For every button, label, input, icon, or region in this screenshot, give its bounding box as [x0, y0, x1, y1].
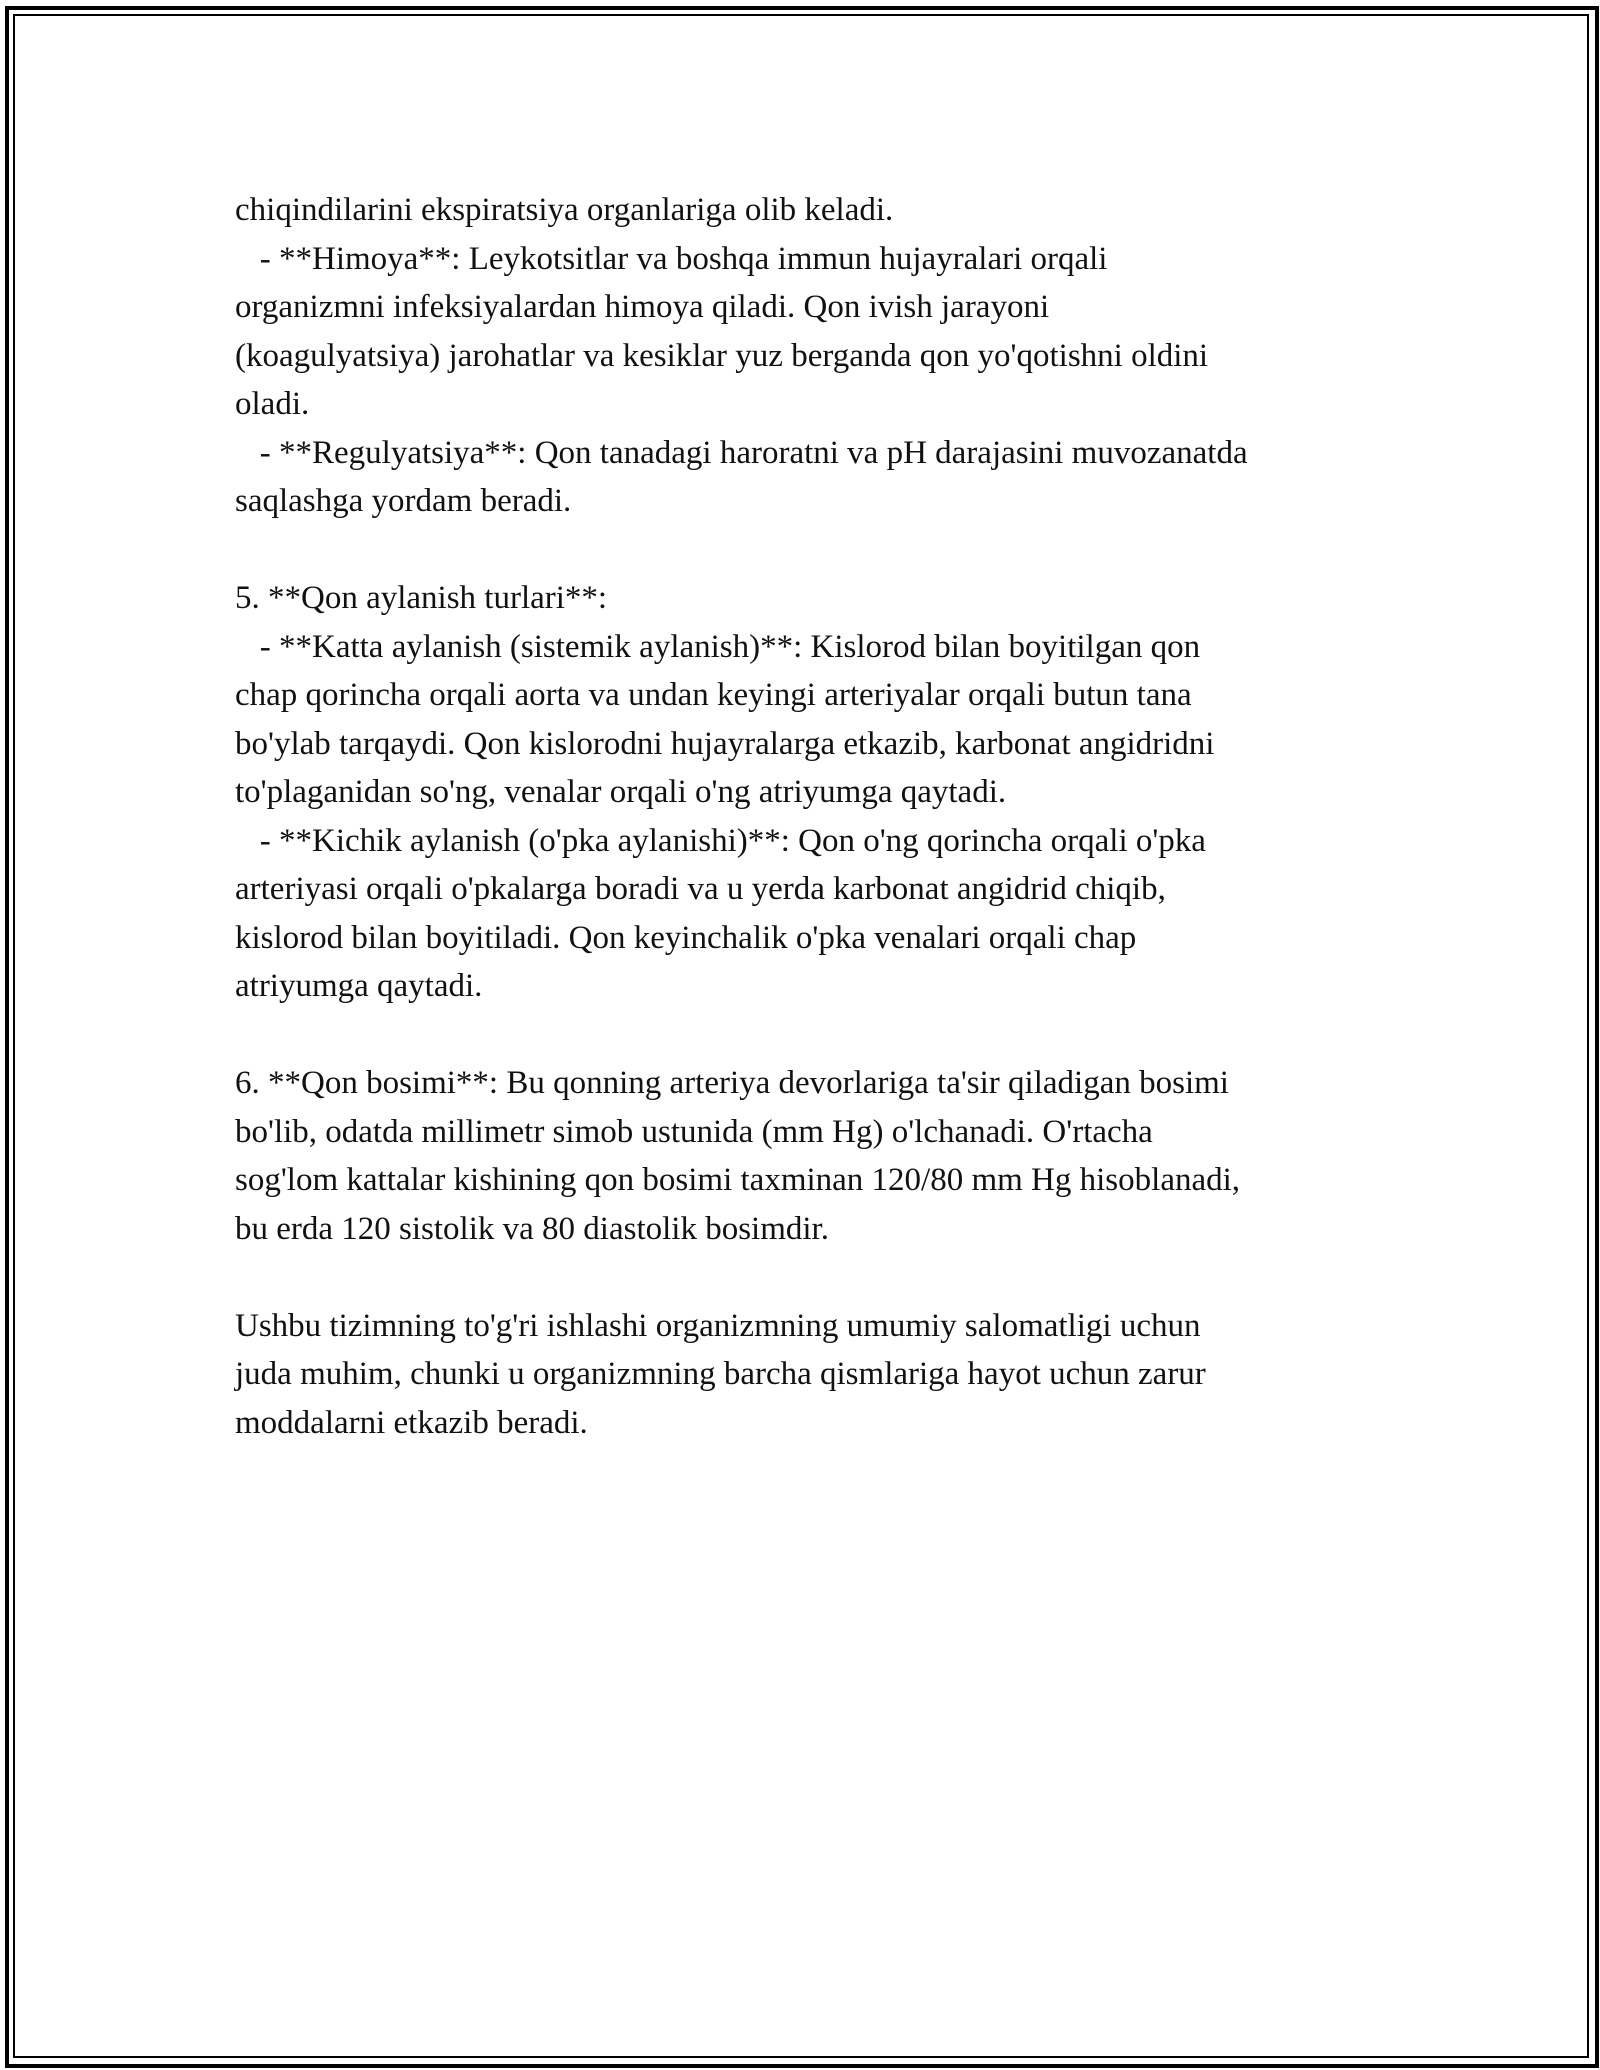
text-line: bo'ylab tarqaydi. Qon kislorodni hujayralarga etkazib, karbonat angidridni [235, 725, 1215, 762]
text-line: - **Himoya**: Leykotsitlar va boshqa immun hujayralari orqali [235, 240, 1108, 277]
text-line: bu erda 120 sistolik va 80 diastolik bosimdir. [235, 1210, 829, 1247]
paragraph-gap [235, 1253, 1385, 1302]
text-line: - **Katta aylanish (sistemik aylanish)**: Kislorod bilan boyitilgan qon [235, 628, 1201, 665]
text-line: sog'lom kattalar kishining qon bosimi taxminan 120/80 mm Hg hisoblanadi, [235, 1162, 1241, 1198]
text-line: arteriyasi orqali o'pkalarga boradi va u yerda karbonat angidrid chiqib, [235, 871, 1166, 907]
text-line: juda muhim, chunki u organizmning barcha qismlariga hayot uchun zarur [235, 1356, 1206, 1392]
text-line: 5. **Qon aylanish turlari**: [235, 580, 608, 616]
paragraph-gap [235, 1011, 1385, 1060]
text-line: chiqindilarini ekspiratsiya organlariga olib keladi. [235, 192, 894, 228]
document-body [235, 186, 1385, 1447]
text-line: 6. **Qon bosimi**: Bu qonning arteriya devorlariga ta'sir qiladigan bosimi [235, 1065, 1229, 1101]
paragraph-gap [235, 526, 1385, 575]
text-line: (koagulyatsiya) jarohatlar va kesiklar yuz berganda qon yo'qotishni oldini [235, 337, 1209, 374]
text-line: saqlashga yordam beradi. [235, 483, 572, 519]
text-line: oladi. [235, 386, 310, 422]
text-line: atriyumga qaytadi. [235, 968, 483, 1004]
text-line: organizmni infeksiyalardan himoya qiladi. Qon ivish jarayoni [235, 289, 1050, 325]
text-line: moddalarni etkazib beradi. [235, 1404, 588, 1441]
text-line: kislorod bilan boyitiladi. Qon keyinchalik o'pka venalari orqali chap [235, 919, 1137, 956]
text-line: - **Kichik aylanish (o'pka aylanishi)**: Qon o'ng qorincha orqali o'pka [235, 822, 1206, 859]
text-line: chap qorincha orqali aorta va undan keyingi arteriyalar orqali butun tana [235, 677, 1192, 713]
text-line: Ushbu tizimning to'g'ri ishlashi organizmning umumiy salomatligi uchun [235, 1307, 1201, 1344]
text-line: - **Regulyatsiya**: Qon tanadagi haroratni va pH darajasini muvozanatda [235, 434, 1248, 471]
text-line: to'plaganidan so'ng, venalar orqali o'ng atriyumga qaytadi. [235, 774, 1007, 810]
text-line: bo'lib, odatda millimetr simob ustunida (mm Hg) o'lchanadi. O'rtacha [235, 1113, 1153, 1150]
